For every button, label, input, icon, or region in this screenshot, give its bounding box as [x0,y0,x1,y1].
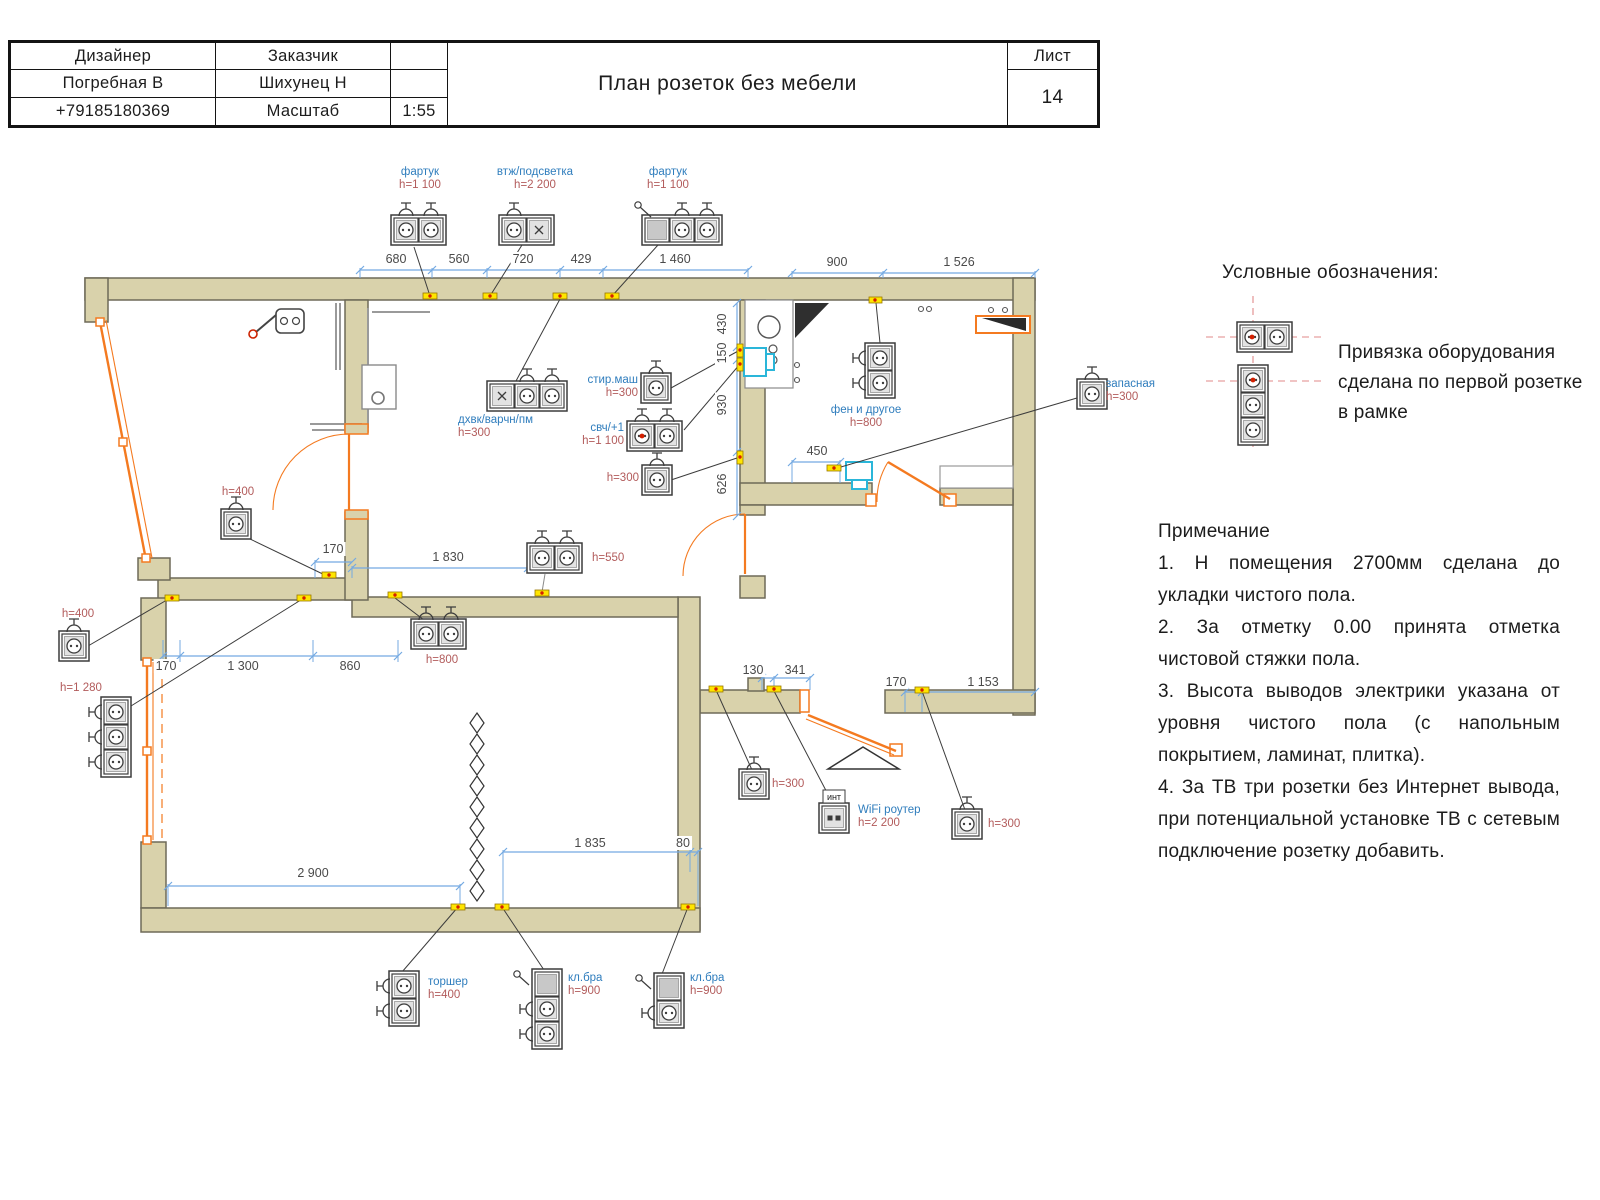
legend-description: Привязка оборудования сделана по первой розетке в рамке [1338,342,1583,423]
socket-label: свч/+1 h=1 100 [582,422,624,447]
notes-title: Примечание [1158,521,1270,542]
dimension-label: 341 [784,663,806,677]
socket-symbol [636,973,684,1028]
note-item: 2. За отметку 0.00 принята отметка чистовой стяжки пола. [1158,617,1560,670]
dimension-label: 720 [512,252,534,266]
socket-label: втж/подсветка h=2 200 [496,166,574,191]
triangle-symbol [828,747,899,769]
socket-label: кл.бра h=900 [690,972,725,997]
designer-phone: +79185180369 [11,98,216,125]
socket-symbol [819,790,849,833]
scale-value: 1:55 [391,98,448,125]
dimension-label: 1 830 [432,550,464,564]
dimension-label: 1 460 [659,252,691,266]
socket-label: кл.бра h=900 [568,972,603,997]
socket-symbol [499,203,554,245]
dimension-label: 130 [742,663,764,677]
note-item: 4. За ТВ три розетки без Интернет вывода, при потенциальной установке ТВ с сетевым подключение розетку добавить. [1158,777,1560,862]
socket-symbol [59,619,89,661]
socket-label: h=400 [61,608,95,620]
socket-label: h=800 [425,654,459,666]
socket-label: запасная h=300 [1106,378,1156,403]
dimension-label: 150 [715,342,729,364]
customer-name: Шихунец Н [216,70,391,97]
socket-label: h=300 [772,778,805,790]
socket-symbol [1237,322,1292,352]
socket-symbol [89,697,131,777]
socket-symbol [853,343,895,398]
socket-symbol [635,202,722,245]
dimension-label: 1 153 [967,675,999,689]
dimension-label: 1 300 [227,659,259,673]
socket-label: фартук h=1 100 [647,166,689,191]
socket-label: стир.маш h=300 [587,374,638,399]
dimension-label: 170 [322,542,344,556]
dimension-label: 1 835 [574,836,606,850]
scale-label: Масштаб [216,98,391,125]
socket-label: h=550 [592,552,625,564]
dimension-label: 930 [715,394,729,416]
socket-symbol [514,969,562,1049]
customer-label: Заказчик [216,43,391,70]
dimension-label: 1 526 [943,255,975,269]
dimension-label: 860 [339,659,361,673]
dimension-label: 430 [715,313,729,335]
dimension-label: 80 [676,836,690,850]
socket-symbol [739,757,769,799]
socket-symbol [377,971,419,1026]
socket-label: h=400 [221,486,255,498]
socket-symbol [487,369,567,411]
socket-label: фартук h=1 100 [399,166,441,191]
socket-label: торшер h=400 [428,976,468,1001]
dimension-label: 170 [885,675,907,689]
socket-symbol [221,497,251,539]
drawing-title: План розеток без мебели [448,43,1008,125]
notes-items [1158,548,1560,868]
socket-tag: инт [826,792,842,802]
socket-symbol [642,453,672,495]
socket-symbol [952,797,982,839]
designer-label: Дизайнер [11,43,216,70]
socket-symbol [627,409,682,451]
hatch-column [470,713,484,901]
socket-label: h=300 [988,818,1021,830]
socket-symbol [1077,367,1107,409]
dimension-label: 900 [826,255,848,269]
dimension-label: 680 [385,252,407,266]
legend-title: Условные обозначения: [1222,262,1439,283]
socket-label: WiFi роутер h=2 200 [858,804,921,829]
notes-block [1158,516,1560,868]
socket-label: дхвк/варчн/пм h=300 [458,414,533,439]
note-item: 3. Высота выводов электрики указана от уровня чистого пола (с напольным покрытием, ламинат, плитка). [1158,681,1560,766]
sheet-label: Лист [1008,43,1097,70]
sheet-number: 14 [1041,86,1064,108]
socket-symbol [391,203,446,245]
designer-name: Погребная В [11,70,216,97]
socket-label: h=1 280 [60,682,102,694]
dimension-label: 626 [715,473,729,495]
dimension-label: 560 [448,252,470,266]
socket-label: фен и другое h=800 [830,404,902,429]
socket-symbol [641,361,671,403]
note-item: 1. Н помещения 2700мм сделана до укладки чистого пола. [1158,553,1560,606]
socket-symbol [1238,365,1268,445]
dimension-label: 429 [570,252,592,266]
dimension-label: 450 [806,444,828,458]
socket-symbol [527,531,582,573]
socket-label: h=300 [606,472,639,484]
dimension-label: 2 900 [297,866,329,880]
dimension-label: 170 [155,659,177,673]
